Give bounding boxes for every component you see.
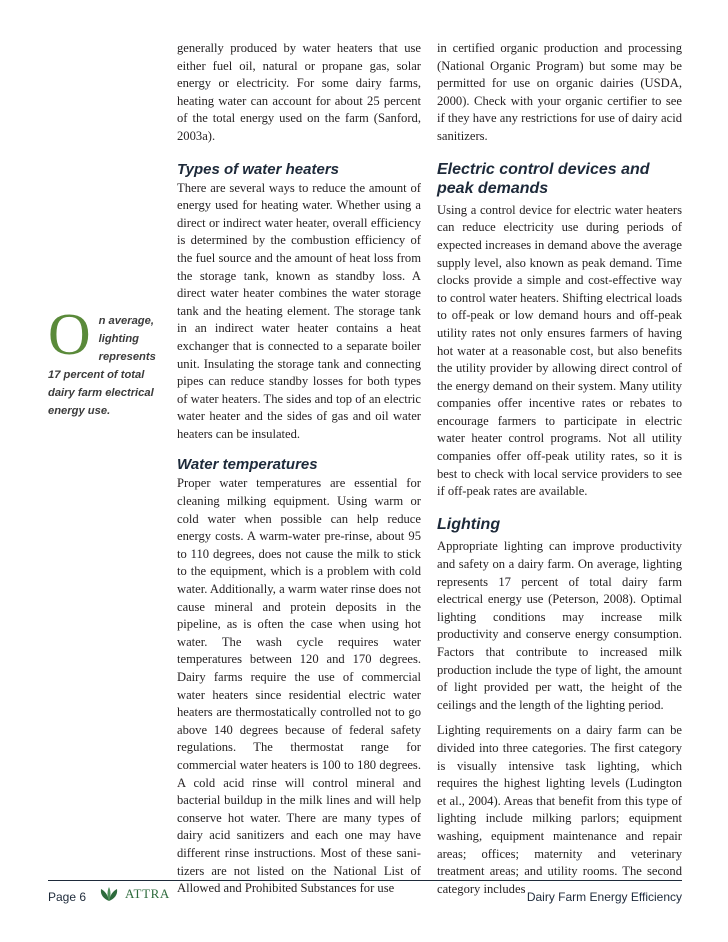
footer-logo-text: ATTRA [125, 886, 170, 901]
paragraph-intro: generally produced by water heaters that use either fuel oil, natural or propane gas, solar energy or electricity. For some dairy farms, heating water can account for about 25 percent of the total energy used on the farm (Sanford, 2003a). [177, 41, 421, 143]
paragraph-types: There are several ways to reduce the amount of energy used for heating water. Whether using a direct or indirect water heater, overall efficiency is determined by the combustion efficiency of the fuel source and the amount of heat loss from the storage tank, known as standby loss. A direct water heater combines the water storage tank and the heating element. The storage tank in an indirect water heater contains a heat exchanger that is connected to a separate boiler unit. Insulating the storage tank and connecting pipes can reduce standby losses for both types of water heaters. The sides and top of an electric water heater and the sides of gas and oil water heaters can be insulated. [177, 180, 421, 441]
paragraph-temperatures: Proper water temperatures are essential for cleaning milking equipment. Using warm or cold water when possible can help reduce energy costs. A warm-water pre-rinse, about 95 to 110 degrees, does not cause the milk to stick to the equipment, which is a problem with cold water. Additionally, a warm water rinse does not cause mineral and protein deposits in the pipeline, as is often the case when using hot water. The wash cycle requires water temperatures between 120 and 170 degrees. Dairy farms require the use of commercial water heaters since residential electric water heaters are thermostatically controlled not to go above 140 degrees because of federal safety regulations. The thermostat range for commercial water heaters is 100 to 180 degrees. A cold acid rinse will control mineral and bacterial buildup in the milk lines and will help conserve hot water. There are many types of dairy acid sanitizers and each one may have different rinse instructions. Most of these sanitizers are not listed on the National List of Allowed and Prohibited Substances for use [177, 476, 421, 896]
footer-logo [98, 886, 170, 902]
pull-quote [48, 301, 168, 420]
heading-electric-control-devices: Electric control devices and peak demands [437, 160, 650, 198]
page-footer [48, 880, 682, 913]
heading-lighting: Lighting [437, 515, 501, 533]
paragraph-lighting-1: Appropriate lighting can improve productivity and safety on a dairy farm. On average, lighting represents 17 percent of total dairy farm electrical energy use (Peterson, 2008). Optimal lighting conditions may increase milk productivity and conserve energy consumption. Factors that contribute to increased milk production include the type of light, the amount of light provided per watt, the height of the ceilings and the length of the lighting period. [437, 539, 682, 712]
middle-column [177, 40, 421, 898]
pull-quote-drop-cap: O [48, 301, 91, 367]
heading-water-temperatures: Water temperatures [177, 456, 318, 474]
pull-quote-text: n average, lighting represents 17 percent of total dairy farm electrical energy use. [48, 315, 156, 417]
heading-types-of-water-heaters: Types of water heaters [177, 160, 340, 178]
right-column [437, 40, 682, 898]
paragraph-electric: Using a control device for electric water heaters can reduce electricity use during periods of expected increases in demand above the average supply level, also known as peak demand. Time clocks provide a simple and cost-effective way to control water heaters. Shifting electrical loads to off-peak or low demand hours and off-peak utility rates not only ensures farmers of having hot water at a reasonable cost, but also benefits the utility provider by allowing direct control of the energy demand on their system. Many utility companies offer incentive rates or rebates to encourage farmers to participate in electric water heater control programs. Not all utility companies offer off-peak utility rates, so it is best to check with local service providers to see if off-peak rates are available. [437, 202, 682, 499]
paragraph-organic: in certified organic production and processing (National Organic Program) but some may be permitted for use on organic dairies (USDA, 2000). Check with your organic certifier to see if they have any restrictions for use of dairy acid sanitizers. [437, 41, 682, 143]
footer-title: Dairy Farm Energy Efficiency [526, 890, 682, 904]
footer-page-number: Page 6 [48, 890, 87, 904]
attra-leaf-icon [98, 886, 120, 902]
paragraph-lighting-2: Lighting requirements on a dairy farm can be divided into three categories. The first category is visually intensive task lighting, which requires the highest lighting levels (Ludington et al., 2004). Areas that benefit from this type of lighting include milking parlors; equipment washing, equipment maintenance and repair areas; offices; maternity and veterinary treatment areas; and utility rooms. The second category includes [437, 723, 682, 896]
